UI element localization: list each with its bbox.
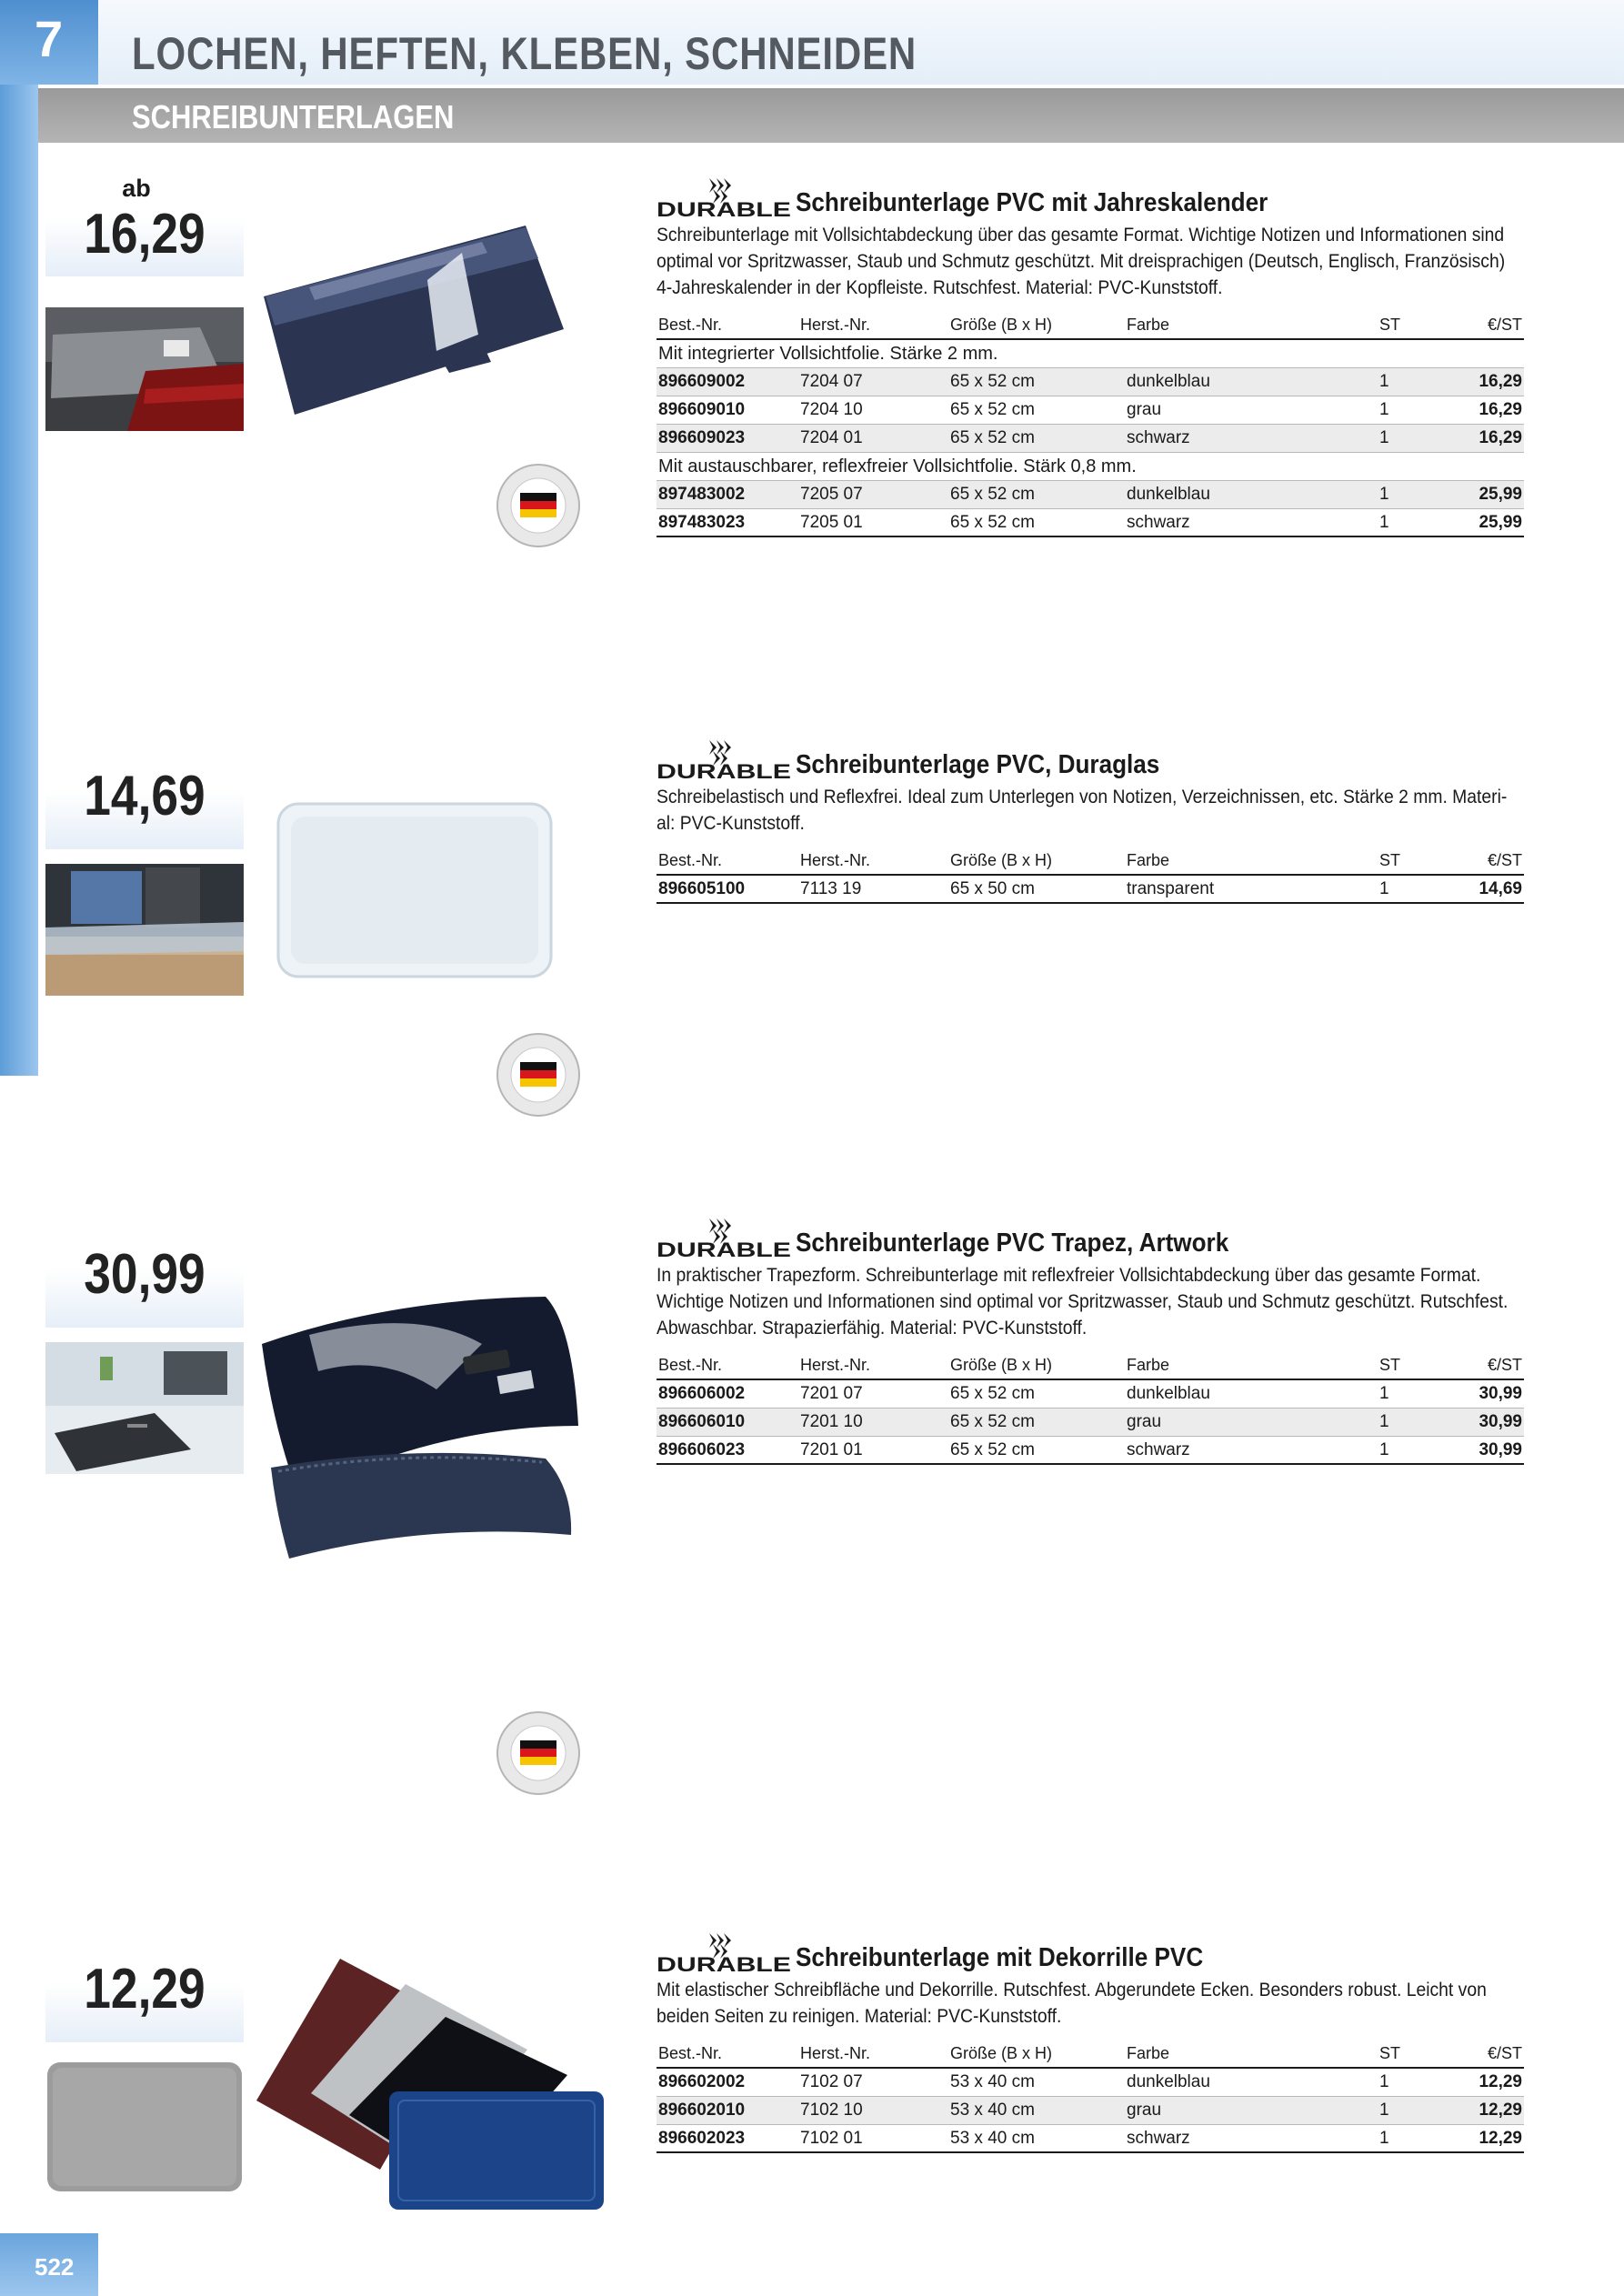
price-box <box>45 1220 244 1328</box>
table-row <box>657 1379 1524 1408</box>
price-prefix: ab <box>122 175 151 202</box>
col-groesse: Größe (B x H) <box>948 314 1125 339</box>
product-photo-thumbnail <box>45 2060 244 2193</box>
color: schwarz <box>1125 508 1378 536</box>
size: 65 x 52 cm <box>948 424 1125 452</box>
herst-nr: 7113 19 <box>798 875 948 903</box>
st: 1 <box>1378 1379 1450 1408</box>
best-nr: 896609010 <box>657 396 798 424</box>
durable-logo <box>657 1931 793 1973</box>
chapter-number: 7 <box>0 0 98 85</box>
price-value: 30,99 <box>84 1243 206 1306</box>
table-row <box>657 2068 1524 2096</box>
product-image <box>255 216 600 435</box>
side-color-strip <box>0 0 38 1076</box>
color: dunkelblau <box>1125 2068 1378 2096</box>
col-farbe: Farbe <box>1125 1354 1378 1379</box>
price: 25,99 <box>1450 480 1524 508</box>
table-row <box>657 875 1524 903</box>
table-row <box>657 2096 1524 2124</box>
page-title: LOCHEN, HEFTEN, KLEBEN, SCHNEIDEN <box>132 28 917 79</box>
table-row <box>657 367 1524 396</box>
size: 65 x 52 cm <box>948 1379 1125 1408</box>
product-description: Schreibunterlage mit Vollsichtabdeckung über das gesamte Format. Wichtige Notizen und Informationen sind optimal vor Spritzwasser, Staub und Schmutz geschützt. Mit dreisprachigen (Deutsch, Englisch, Französisch) 4-Jahreskalender in der Kopfleiste. Rutschfest. Material: PVC-Kunststoff. <box>657 225 1506 298</box>
price: 16,29 <box>1450 367 1524 396</box>
col-best-nr: Best.-Nr. <box>657 314 798 339</box>
col-price: €/ST <box>1450 849 1524 875</box>
size: 65 x 52 cm <box>948 480 1125 508</box>
herst-nr: 7205 07 <box>798 480 948 508</box>
price-box <box>45 169 244 276</box>
product-info <box>657 1217 1524 1465</box>
color: schwarz <box>1125 1436 1378 1464</box>
price: 16,29 <box>1450 424 1524 452</box>
price-value: 14,69 <box>84 765 206 827</box>
herst-nr: 7204 07 <box>798 367 948 396</box>
color: dunkelblau <box>1125 1379 1378 1408</box>
herst-nr: 7201 10 <box>798 1408 948 1436</box>
price: 12,29 <box>1450 2068 1524 2096</box>
col-herst-nr: Herst.-Nr. <box>798 1354 948 1379</box>
best-nr: 896605100 <box>657 875 798 903</box>
col-st: ST <box>1378 314 1450 339</box>
herst-nr: 7204 10 <box>798 396 948 424</box>
col-st: ST <box>1378 2042 1450 2068</box>
best-nr: 896602002 <box>657 2068 798 2096</box>
st: 1 <box>1378 2124 1450 2152</box>
st: 1 <box>1378 2096 1450 2124</box>
product-info <box>657 738 1524 904</box>
page-number: 522 <box>0 2233 98 2296</box>
col-best-nr: Best.-Nr. <box>657 1354 798 1379</box>
st: 1 <box>1378 2068 1450 2096</box>
product-image <box>255 1289 600 1562</box>
product-description: Schreibelastisch und Reflexfrei. Ideal zum Unterlegen von Notizen, Verzeichnissen, etc. Stärke 2 mm. Materi-al: PVC-Kunststoff. <box>657 787 1508 834</box>
made-in-germany-badge <box>495 1709 582 1797</box>
durable-logo <box>657 1217 793 1258</box>
size: 65 x 50 cm <box>948 875 1125 903</box>
col-st: ST <box>1378 1354 1450 1379</box>
product-description: Mit elastischer Schreibfläche und Dekorrille. Rutschfest. Abgerundete Ecken. Besonders robust. Leicht von beiden Seiten zu reinigen. Material: PVC-Kunststoff. <box>657 1980 1487 2027</box>
best-nr: 896606010 <box>657 1408 798 1436</box>
price: 30,99 <box>1450 1379 1524 1408</box>
best-nr: 897483002 <box>657 480 798 508</box>
best-nr: 896602023 <box>657 2124 798 2152</box>
col-price: €/ST <box>1450 314 1524 339</box>
col-price: €/ST <box>1450 1354 1524 1379</box>
herst-nr: 7204 01 <box>798 424 948 452</box>
color: grau <box>1125 2096 1378 2124</box>
price: 12,29 <box>1450 2096 1524 2124</box>
table-row <box>657 396 1524 424</box>
herst-nr: 7102 01 <box>798 2124 948 2152</box>
color: schwarz <box>1125 2124 1378 2152</box>
col-best-nr: Best.-Nr. <box>657 2042 798 2068</box>
size: 53 x 40 cm <box>948 2068 1125 2096</box>
table-row <box>657 508 1524 536</box>
price: 14,69 <box>1450 875 1524 903</box>
price-box <box>45 742 244 849</box>
section-title: SCHREIBUNTERLAGEN <box>132 98 455 135</box>
product-table <box>657 314 1524 537</box>
col-farbe: Farbe <box>1125 2042 1378 2068</box>
size: 65 x 52 cm <box>948 508 1125 536</box>
table-row <box>657 1408 1524 1436</box>
price-value: 16,29 <box>84 203 206 266</box>
product-photo-thumbnail <box>45 864 244 996</box>
col-herst-nr: Herst.-Nr. <box>798 314 948 339</box>
st: 1 <box>1378 480 1450 508</box>
made-in-germany-badge <box>495 1031 582 1118</box>
herst-nr: 7102 10 <box>798 2096 948 2124</box>
col-farbe: Farbe <box>1125 849 1378 875</box>
size: 53 x 40 cm <box>948 2096 1125 2124</box>
product-table <box>657 2042 1524 2153</box>
best-nr: 896602010 <box>657 2096 798 2124</box>
color: grau <box>1125 396 1378 424</box>
st: 1 <box>1378 424 1450 452</box>
st: 1 <box>1378 1408 1450 1436</box>
best-nr: 896606002 <box>657 1379 798 1408</box>
color: dunkelblau <box>1125 480 1378 508</box>
product-image <box>253 1955 617 2219</box>
herst-nr: 7201 01 <box>798 1436 948 1464</box>
price: 30,99 <box>1450 1408 1524 1436</box>
price-value: 12,29 <box>84 1958 206 2020</box>
product-table <box>657 849 1524 904</box>
price: 12,29 <box>1450 2124 1524 2152</box>
product-info <box>657 1931 1524 2153</box>
price: 16,29 <box>1450 396 1524 424</box>
product-title: Schreibunterlage mit Dekorrille PVC <box>796 1943 1204 1972</box>
product-table <box>657 1354 1524 1465</box>
col-farbe: Farbe <box>1125 314 1378 339</box>
color: grau <box>1125 1408 1378 1436</box>
best-nr: 897483023 <box>657 508 798 536</box>
col-groesse: Größe (B x H) <box>948 1354 1125 1379</box>
durable-logo <box>657 738 793 780</box>
st: 1 <box>1378 396 1450 424</box>
durable-logo <box>657 176 793 218</box>
price: 25,99 <box>1450 508 1524 536</box>
st: 1 <box>1378 367 1450 396</box>
table-note: Mit austauschbarer, reflexfreier Vollsichtfolie. Stärk 0,8 mm. <box>657 452 1524 480</box>
herst-nr: 7205 01 <box>798 508 948 536</box>
size: 65 x 52 cm <box>948 396 1125 424</box>
herst-nr: 7201 07 <box>798 1379 948 1408</box>
product-image <box>273 798 582 991</box>
col-price: €/ST <box>1450 2042 1524 2068</box>
price: 30,99 <box>1450 1436 1524 1464</box>
product-info <box>657 176 1524 537</box>
price-box <box>45 1935 244 2042</box>
color: schwarz <box>1125 424 1378 452</box>
table-row <box>657 424 1524 452</box>
table-row <box>657 480 1524 508</box>
size: 65 x 52 cm <box>948 1408 1125 1436</box>
color: transparent <box>1125 875 1378 903</box>
product-title: Schreibunterlage PVC mit Jahreskalender <box>796 188 1268 217</box>
best-nr: 896606023 <box>657 1436 798 1464</box>
product-description: In praktischer Trapezform. Schreibunterlage mit reflexfreier Vollsichtabdeckung über das gesamte Format. Wichtige Notizen und Informationen sind optimal vor Spritzwasser, Staub und Schmutz geschützt. Rutschfest. Abwaschbar. Strapazierfähig. Material: PVC-Kunststoff. <box>657 1265 1509 1338</box>
col-herst-nr: Herst.-Nr. <box>798 2042 948 2068</box>
best-nr: 896609002 <box>657 367 798 396</box>
size: 65 x 52 cm <box>948 1436 1125 1464</box>
col-groesse: Größe (B x H) <box>948 2042 1125 2068</box>
made-in-germany-badge <box>495 462 582 549</box>
color: dunkelblau <box>1125 367 1378 396</box>
col-best-nr: Best.-Nr. <box>657 849 798 875</box>
size: 65 x 52 cm <box>948 367 1125 396</box>
col-groesse: Größe (B x H) <box>948 849 1125 875</box>
product-title: Schreibunterlage PVC, Duraglas <box>796 750 1160 779</box>
table-row <box>657 2124 1524 2152</box>
st: 1 <box>1378 508 1450 536</box>
product-photo-thumbnail <box>45 1342 244 1474</box>
product-photo-thumbnail <box>45 307 244 431</box>
st: 1 <box>1378 875 1450 903</box>
st: 1 <box>1378 1436 1450 1464</box>
herst-nr: 7102 07 <box>798 2068 948 2096</box>
size: 53 x 40 cm <box>948 2124 1125 2152</box>
table-note: Mit integrierter Vollsichtfolie. Stärke 2 mm. <box>657 339 1524 367</box>
col-herst-nr: Herst.-Nr. <box>798 849 948 875</box>
table-row <box>657 1436 1524 1464</box>
product-title: Schreibunterlage PVC Trapez, Artwork <box>796 1228 1229 1258</box>
best-nr: 896609023 <box>657 424 798 452</box>
col-st: ST <box>1378 849 1450 875</box>
